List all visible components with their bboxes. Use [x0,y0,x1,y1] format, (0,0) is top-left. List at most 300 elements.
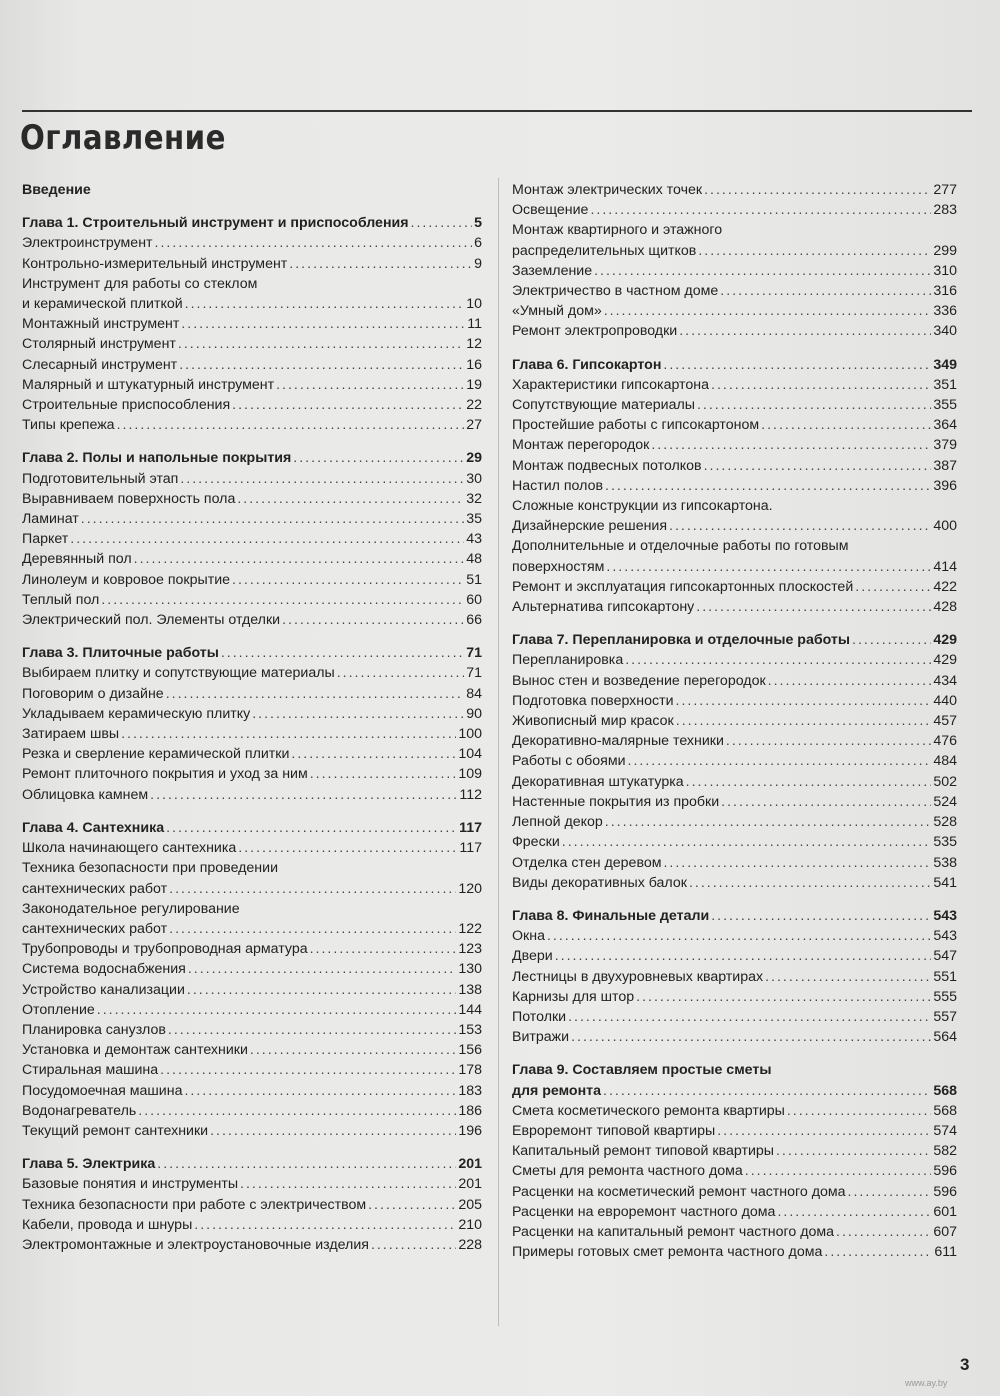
toc-entry [22,590,482,610]
leader-dots [411,213,473,233]
toc-line [512,1007,957,1027]
toc-line [512,557,957,577]
toc-page-number: 32 [466,490,482,507]
toc-entry [22,939,482,959]
leader-dots [717,1121,931,1141]
toc-entry [22,704,482,724]
toc-line [512,772,957,792]
toc-entry-title: Перепланировка [512,652,624,669]
toc-entry-title: Сложные конструкции из гипсокартона. [512,498,773,515]
leader-dots [155,233,473,253]
leader-dots [711,375,931,395]
toc-page-number: 104 [458,746,482,763]
toc-chapter [512,355,957,375]
toc-entry-title: Устройство канализации [22,981,185,998]
toc-page-number: 543 [933,907,957,924]
leader-dots [337,663,465,683]
toc-entry [22,314,482,334]
toc-page-number: 144 [458,1001,482,1018]
leader-dots [188,959,457,979]
toc-entry [22,610,482,630]
toc-entry-title: Контрольно-измерительный инструмент [22,255,288,272]
leader-dots [721,792,931,812]
toc-entry [22,395,482,415]
toc-entry-title: Выравниваем поверхность пола [22,490,236,507]
toc-page-number: 355 [933,397,957,414]
toc-entry [512,671,957,691]
toc-page-number: 349 [933,356,957,373]
toc-entry-title: сантехнических работ [22,920,168,937]
toc-entry-title: Слесарный инструмент [22,356,178,373]
leader-dots [776,1141,931,1161]
leader-dots [185,294,465,314]
toc-entry-title: Резка и сверление керамической плитки [22,746,290,763]
toc-page-number: 51 [466,571,482,588]
toc-line [22,254,482,274]
toc-entry-title: Строительные приспособления [22,397,231,414]
toc-line [22,415,482,435]
leader-dots [240,1174,456,1194]
toc-entry-title: Паркет [22,531,69,548]
toc-line [22,294,482,314]
leader-dots [726,731,931,751]
toc-page-number: 117 [459,819,482,836]
toc-line [22,448,482,468]
toc-line [22,919,482,939]
toc-page-number: 6 [474,235,482,252]
toc-page-number: 29 [466,450,482,467]
toc-page-number: 400 [933,518,957,535]
toc-page-number: 379 [933,437,957,454]
toc-entry [22,1195,482,1215]
leader-dots [276,375,464,395]
toc-line [22,704,482,724]
toc-entry [512,1242,957,1262]
leader-dots [765,967,931,987]
toc-page-number: 183 [458,1082,482,1099]
leader-dots [368,1195,456,1215]
leader-dots [636,987,931,1007]
toc-page-number: 228 [458,1236,482,1253]
toc-page-number: 138 [458,981,482,998]
toc-page-number: 153 [458,1021,482,1038]
section-gap [22,805,482,818]
toc-line [22,180,482,200]
toc-page-number: 611 [934,1244,957,1261]
toc-page-number: 27 [466,417,482,434]
toc-line [512,516,957,536]
toc-entry [22,1000,482,1020]
toc-entry [512,1222,957,1242]
toc-line [22,663,482,683]
toc-entry-title: Дизайнерские решения [512,518,668,535]
toc-page-number: 43 [466,531,482,548]
toc-page-number: 574 [933,1122,957,1139]
leader-dots [590,200,931,220]
toc-entry-title: Монтаж электрических точек [512,182,703,198]
toc-entry-title: «Умный дом» [512,303,602,320]
toc-page-number: 568 [933,1082,957,1099]
toc-entry-title: Электрический пол. Элементы отделки [22,612,281,629]
leader-dots [293,448,464,468]
toc-line [22,879,482,899]
toc-line [512,1161,957,1181]
toc-entry [22,355,482,375]
toc-line [512,731,957,751]
toc-entry-title: Виды декоративных балок [512,874,687,891]
toc-page-number: 100 [458,726,482,743]
toc-entry [512,873,957,893]
toc-page-number: 5 [474,215,482,232]
leader-dots [606,557,931,577]
toc-line [22,570,482,590]
toc-entry [22,254,482,274]
toc-entry [512,281,957,301]
toc-page-number: 84 [466,685,482,702]
leader-dots [603,1081,931,1101]
leader-dots [669,516,931,536]
toc-entry-title: Глава 2. Полы и напольные покрытия [22,450,292,467]
toc-line [22,684,482,704]
toc-entry [512,772,957,792]
toc-page-number: 90 [466,705,482,722]
toc-entry [512,1121,957,1141]
leader-dots [605,812,932,832]
toc-entry [512,200,957,220]
toc-page-number: 205 [458,1196,482,1213]
toc-entry-title: Глава 1. Строительный инструмент и приспособления [22,215,409,232]
toc-left-column [22,180,482,1255]
toc-line [22,724,482,744]
toc-page-number: 429 [933,652,957,669]
toc-entry [512,1141,957,1161]
leader-dots [232,570,464,590]
leader-dots [187,980,456,1000]
toc-entry [512,832,957,852]
toc-entry-title: Электричество в частном доме [512,283,719,300]
toc-entry-title: для ремонта [512,1082,601,1099]
toc-line [22,1154,482,1174]
toc-entry-title: Типы крепежа [22,417,115,434]
leader-dots [787,1101,931,1121]
toc-entry [512,1202,957,1222]
toc-entry-title: Техника безопасности при работе с электричеством [22,1196,367,1213]
toc-line [22,395,482,415]
section-gap [512,1047,957,1060]
leader-dots [101,590,464,610]
toc-line [512,200,957,220]
toc-entry-title: Инструмент для работы со стеклом [22,275,258,292]
leader-dots [121,724,456,744]
toc-entry-title: Установка и демонтаж сантехники [22,1042,248,1059]
toc-line [512,792,957,812]
toc-line [512,496,957,516]
toc-page-number: 19 [466,376,482,393]
toc-line [512,261,957,281]
toc-entry [512,496,957,536]
toc-line [22,549,482,569]
toc-page-number: 299 [933,242,957,259]
toc-line [22,818,482,838]
toc-entry-title: Евроремонт типовой квартиры [512,1122,716,1139]
toc-line [22,529,482,549]
toc-entry [22,529,482,549]
leader-dots [720,281,931,301]
toc-entry-title: Электромонтажные и электроустановочные изделия [22,1236,369,1253]
toc-page-number: 364 [933,417,957,434]
toc-page-number: 310 [933,262,957,279]
leader-dots [604,301,932,321]
toc-line [22,1195,482,1215]
toc-entry-title: Ремонт электропроводки [512,323,678,340]
toc-line [512,751,957,771]
leader-dots [238,838,457,858]
toc-page-number: 71 [466,665,482,682]
toc-page-number: 186 [458,1102,482,1119]
toc-line [512,873,957,893]
toc-entry [22,1235,482,1255]
leader-dots [282,610,464,630]
toc-entry [512,301,957,321]
leader-dots [157,1154,456,1174]
toc-line [512,395,957,415]
toc-entry [512,1182,957,1202]
section-gap [22,435,482,448]
toc-page-number: 109 [458,766,482,783]
toc-chapter [22,180,482,200]
toc-entry-title: Текущий ремонт сантехники [22,1122,209,1139]
toc-entry [512,1101,957,1121]
toc-entry-title: Сметы для ремонта частного дома [512,1163,743,1180]
toc-line [22,233,482,253]
toc-entry-title: Вынос стен и возведение перегородок [512,672,766,689]
leader-dots [768,671,932,691]
leader-dots [555,946,932,966]
toc-entry-title: Альтернатива гипсокартону [512,599,695,616]
toc-entry [512,261,957,281]
leader-dots [166,818,457,838]
toc-chapter [512,630,957,650]
toc-entry-title: Глава 9. Составляем простые сметы [512,1062,772,1079]
toc-line [22,1174,482,1194]
toc-entry [512,321,957,341]
toc-entry-title: Карнизы для штор [512,988,635,1005]
toc-line [512,812,957,832]
toc-entry [512,812,957,832]
leader-dots [169,919,456,939]
leader-dots [836,1222,931,1242]
toc-page-number: 476 [933,733,957,750]
toc-entry-title: Настенные покрытия из пробки [512,793,720,810]
leader-dots [594,261,931,281]
toc-entry [512,967,957,987]
toc-right-column [512,180,957,1262]
toc-entry-title: Витражи [512,1029,570,1046]
toc-entry-title: Трубопроводы и трубопроводная арматура [22,941,308,958]
toc-line [512,1202,957,1222]
toc-entry [22,1060,482,1080]
toc-page-number: 582 [933,1143,957,1160]
toc-entry-title: распределительных щитков [512,242,697,259]
toc-entry [512,1161,957,1181]
leader-dots [210,1121,456,1141]
toc-line [512,241,957,261]
toc-page-number: 201 [458,1176,482,1193]
leader-dots [855,577,931,597]
toc-page-number: 12 [466,336,482,353]
toc-entry-title: Окна [512,928,545,945]
toc-entry-title: Стиральная машина [22,1062,159,1079]
toc-entry-title: Планировка санузлов [22,1021,166,1038]
toc-entry-title: Глава 3. Плиточные работы [22,645,219,662]
leader-dots [179,355,464,375]
toc-line [512,832,957,852]
toc-page-number: 316 [933,283,957,300]
toc-page-number: 210 [458,1216,482,1233]
leader-dots [166,684,465,704]
leader-dots [169,879,456,899]
toc-page-number: 156 [458,1042,482,1059]
toc-chapter [22,1154,482,1174]
toc-entry-title: сантехнических работ [22,880,168,897]
toc-entry-title: Система водоснабжения [22,961,186,978]
toc-page-number: 122 [458,920,482,937]
toc-entry [512,691,957,711]
toc-entry-title: Освещение [512,202,589,219]
toc-entry [512,180,957,200]
toc-line [22,1040,482,1060]
toc-page-number: 557 [933,1008,957,1025]
toc-line [512,926,957,946]
watermark: www.ay.by [905,1378,948,1388]
toc-entry [512,476,957,496]
toc-line [512,355,957,375]
toc-line [22,1020,482,1040]
toc-line [22,355,482,375]
leader-dots [676,711,932,731]
toc-line [512,1081,957,1101]
toc-line [22,785,482,805]
toc-line [22,838,482,858]
toc-entry-title: Ламинат [22,511,79,528]
toc-page-number: 178 [458,1062,482,1079]
toc-page-number: 196 [458,1122,482,1139]
toc-page-number: 396 [933,477,957,494]
toc-page-number: 541 [933,874,957,891]
leader-dots [289,254,472,274]
toc-entry [512,1007,957,1027]
toc-line [512,220,957,240]
toc-entry [512,731,957,751]
toc-entry-title: Посудомоечная машина [22,1082,183,1099]
leader-dots [138,1101,456,1121]
toc-entry-title: Дополнительные и отделочные работы по готовым [512,538,849,555]
toc-line [22,959,482,979]
toc-line [22,1121,482,1141]
toc-line [22,1101,482,1121]
toc-chapter [22,448,482,468]
toc-line [512,180,957,200]
toc-entry-title: и керамической плиткой [22,296,183,313]
toc-entry [512,395,957,415]
toc-line [512,671,957,691]
leader-dots [70,529,464,549]
toc-entry [22,1101,482,1121]
toc-line [512,711,957,731]
toc-page-number: 414 [933,558,957,575]
toc-chapter [22,818,482,838]
leader-dots [628,751,932,771]
toc-entry-title: Расценки на косметический ремонт частного дома [512,1183,846,1200]
toc-page-number: 351 [933,376,957,393]
toc-entry-title: Характеристики гипсокартона [512,376,710,393]
toc-entry [22,489,482,509]
leader-dots [605,476,931,496]
toc-page-number: 551 [933,968,957,985]
toc-line [22,899,482,919]
toc-entry [512,792,957,812]
toc-page-number: 22 [466,397,482,414]
toc-entry [22,274,482,314]
page-title: Оглавление [20,118,226,158]
toc-page-number: 568 [933,1102,957,1119]
toc-page-number: 9 [474,255,482,272]
toc-entry-title: Линолеум и ковровое покрытие [22,571,231,588]
toc-entry [512,577,957,597]
toc-entry-title: Столярный инструмент [22,336,176,353]
toc-entry [22,415,482,435]
toc-page-number: 457 [933,713,957,730]
leader-dots [134,549,465,569]
toc-line [512,301,957,321]
leader-dots [180,469,464,489]
leader-dots [697,395,931,415]
leader-dots [686,772,932,792]
toc-page-number: 524 [933,793,957,810]
toc-chapter [512,906,957,926]
toc-line [512,1101,957,1121]
leader-dots [291,744,456,764]
toc-entry [22,1215,482,1235]
toc-page-number: 336 [933,303,957,320]
leader-dots [221,643,464,663]
leader-dots [704,456,932,476]
toc-entry-title: Сопутствующие материалы [512,397,695,414]
header-rule [22,110,972,112]
toc-entry [22,570,482,590]
toc-entry-title: Фрески [512,834,560,851]
toc-entry [512,435,957,455]
leader-dots [761,415,931,435]
leader-dots [168,1020,456,1040]
toc-entry-title: Лепной декор [512,814,603,831]
leader-dots [237,489,464,509]
toc-line [22,1215,482,1235]
leader-dots [178,334,464,354]
toc-entry-title: Живописный мир красок [512,713,674,730]
toc-entry-title: Глава 6. Гипсокартон [512,356,662,373]
leader-dots [371,1235,456,1255]
toc-line [22,1060,482,1080]
toc-entry [512,926,957,946]
toc-page-number: 434 [933,672,957,689]
leader-dots [745,1161,932,1181]
toc-page-number: 535 [933,834,957,851]
toc-entry [22,1081,482,1101]
toc-entry-title: Простейшие работы с гипсокартоном [512,417,760,434]
toc-page-number: 428 [933,599,957,616]
toc-line [512,650,957,670]
